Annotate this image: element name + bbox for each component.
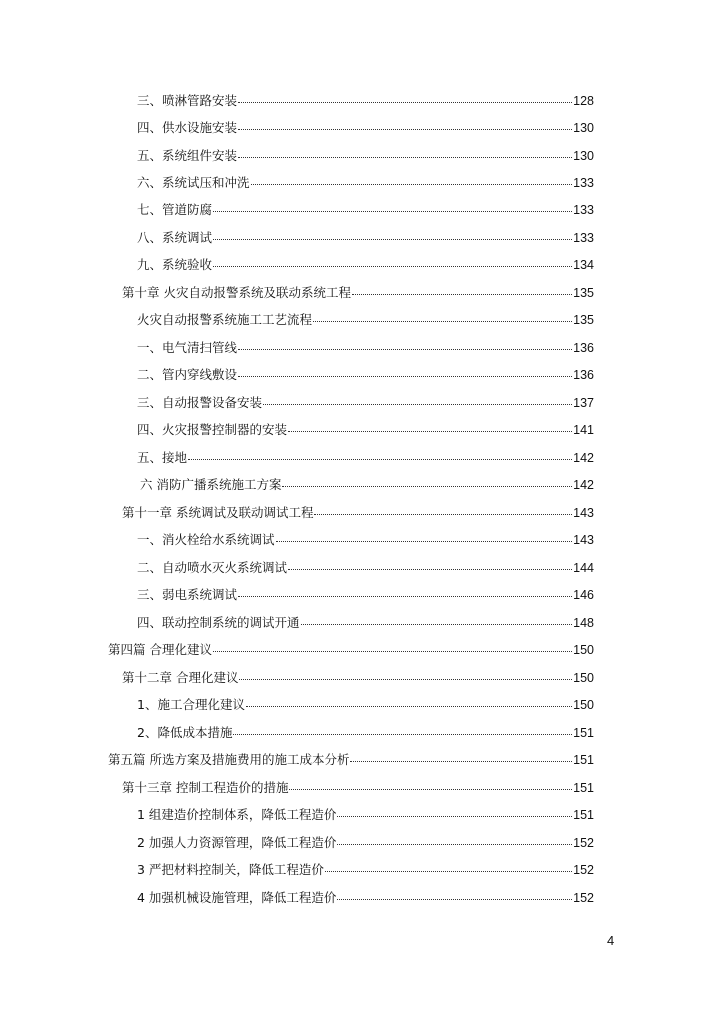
toc-entry-page: 142 [573, 451, 594, 465]
toc-entry[interactable] [137, 338, 594, 358]
toc-entry[interactable] [122, 503, 594, 523]
toc-entry-page: 141 [573, 423, 594, 437]
toc-entry[interactable] [137, 723, 594, 743]
toc-entry-page: 148 [573, 616, 594, 630]
toc-entry[interactable] [122, 668, 594, 688]
toc-entry-page: 137 [573, 396, 594, 410]
toc-entry-label: 4 加强机械设施管理，降低工程造价 [137, 890, 337, 905]
toc-entry-page: 136 [573, 341, 594, 355]
toc-entry-page: 151 [573, 808, 594, 822]
toc-entry-page: 152 [573, 891, 594, 905]
dot-leader [282, 474, 572, 487]
dot-leader [337, 804, 572, 817]
toc-entry-label: 2、降低成本措施 [137, 725, 233, 740]
dot-leader [288, 557, 572, 570]
toc-entry[interactable] [108, 750, 594, 770]
toc-entry[interactable] [137, 420, 594, 440]
dot-leader [213, 639, 572, 652]
toc-entry-page: 134 [573, 258, 594, 272]
dot-leader [213, 227, 572, 240]
dot-leader [276, 529, 573, 542]
toc-entry-page: 151 [573, 753, 594, 767]
dot-leader [352, 282, 572, 295]
toc-entry-page: 136 [573, 368, 594, 382]
toc-entry-page: 144 [573, 561, 594, 575]
dot-leader [263, 392, 572, 405]
toc-entry[interactable] [137, 585, 594, 605]
toc-entry-label: 七、管道防腐 [137, 202, 213, 217]
toc-entry-label: 三、弱电系统调试 [137, 587, 238, 602]
toc-entry-page: 146 [573, 588, 594, 602]
toc-entry-label: 1 组建造价控制体系，降低工程造价 [137, 807, 337, 822]
toc-entry-page: 133 [573, 203, 594, 217]
toc-entry[interactable] [137, 805, 594, 825]
toc-entry[interactable] [137, 146, 594, 166]
toc-entry[interactable] [137, 448, 594, 468]
dot-leader [238, 145, 572, 158]
toc-entry[interactable] [137, 365, 594, 385]
toc-entry[interactable] [137, 91, 594, 111]
toc-entry-page: 151 [573, 726, 594, 740]
toc-entry[interactable] [137, 118, 594, 138]
dot-leader [213, 254, 572, 267]
toc-entry[interactable] [137, 530, 594, 550]
dot-leader [251, 172, 573, 185]
toc-entry[interactable] [137, 310, 594, 330]
toc-entry[interactable] [137, 613, 594, 633]
toc-entry-page: 150 [573, 671, 594, 685]
toc-entry-page: 135 [573, 313, 594, 327]
toc-entry-page: 151 [573, 781, 594, 795]
toc-entry-label: 二、自动喷水灭火系统调试 [137, 560, 288, 575]
dot-leader [246, 694, 572, 707]
dot-leader [238, 90, 572, 103]
toc-entry-label: 第五篇 所选方案及措施费用的施工成本分析 [108, 752, 350, 767]
dot-leader [213, 199, 572, 212]
dot-leader [337, 887, 572, 900]
toc-entry-page: 128 [573, 94, 594, 108]
toc-entry-label: 四、供水设施安装 [137, 120, 238, 135]
toc-entry-page: 130 [573, 121, 594, 135]
dot-leader [314, 502, 572, 515]
toc-entry-label: 火灾自动报警系统施工工艺流程 [137, 312, 313, 327]
toc-entry-page: 152 [573, 836, 594, 850]
dot-leader [325, 859, 572, 872]
toc-entry-label: 四、联动控制系统的调试开通 [137, 615, 300, 630]
dot-leader [238, 584, 572, 597]
toc-entry[interactable] [137, 558, 594, 578]
toc-entry-label: 3 严把材料控制关，降低工程造价 [137, 862, 324, 877]
page-number: 4 [607, 933, 615, 948]
toc-entry[interactable] [137, 228, 594, 248]
dot-leader [238, 364, 572, 377]
toc-entry[interactable] [137, 200, 594, 220]
toc-entry-page: 130 [573, 149, 594, 163]
toc-entry-label: 1、施工合理化建议 [137, 697, 245, 712]
dot-leader [288, 419, 572, 432]
dot-leader [313, 309, 572, 322]
toc-entry[interactable] [108, 640, 594, 660]
toc-entry-page: 152 [573, 863, 594, 877]
dot-leader [350, 749, 572, 762]
toc-entry-page: 150 [573, 698, 594, 712]
toc-entry-label: 五、接地 [137, 450, 188, 465]
toc-entry-label: 第十章 火灾自动报警系统及联动系统工程 [122, 285, 351, 300]
toc-entry-label: 九、系统验收 [137, 257, 213, 272]
toc-entry-label: 四、火灾报警控制器的安装 [137, 422, 288, 437]
toc-entry[interactable] [137, 393, 594, 413]
toc-entry-label: 二、管内穿线敷设 [137, 367, 238, 382]
toc-entry-page: 133 [573, 176, 594, 190]
toc-entry[interactable] [137, 255, 594, 275]
toc-entry-page: 135 [573, 286, 594, 300]
toc-entry-label: 2 加强人力资源管理，降低工程造价 [137, 835, 337, 850]
toc-entry-label: 第十一章 系统调试及联动调试工程 [122, 505, 314, 520]
dot-leader [289, 777, 572, 790]
toc-entry-label: 三、喷淋管路安装 [137, 93, 238, 108]
toc-entry[interactable] [137, 888, 594, 908]
toc-entry[interactable] [137, 860, 594, 880]
toc-entry-page: 150 [573, 643, 594, 657]
toc-entry-label: 第四篇 合理化建议 [108, 642, 212, 657]
toc-entry-page: 142 [573, 478, 594, 492]
toc-entry[interactable] [122, 283, 594, 303]
toc-entry-label: 一、电气清扫管线 [137, 340, 238, 355]
toc-entry-label: 八、系统调试 [137, 230, 213, 245]
toc-entry-label: 六 消防广播系统施工方案 [140, 477, 282, 492]
dot-leader [337, 832, 572, 845]
dot-leader [301, 612, 573, 625]
toc-entry-page: 133 [573, 231, 594, 245]
toc-entry[interactable] [137, 695, 594, 715]
dot-leader [238, 337, 572, 350]
toc-entry-label: 一、消火栓给水系统调试 [137, 532, 275, 547]
dot-leader [233, 722, 572, 735]
toc-entry-page: 143 [573, 506, 594, 520]
toc-entry-label: 第十三章 控制工程造价的措施 [122, 780, 289, 795]
toc-entry-page: 143 [573, 533, 594, 547]
toc-entry-label: 六、系统试压和冲洗 [137, 175, 250, 190]
toc-entry[interactable] [137, 833, 594, 853]
toc-entry-label: 五、系统组件安装 [137, 148, 238, 163]
toc-entry-label: 第十二章 合理化建议 [122, 670, 239, 685]
toc-entry[interactable] [140, 475, 594, 495]
dot-leader [238, 117, 572, 130]
dot-leader [188, 447, 572, 460]
toc-entry-label: 三、自动报警设备安装 [137, 395, 263, 410]
dot-leader [239, 667, 572, 680]
toc-entry[interactable] [122, 778, 594, 798]
toc-entry[interactable] [137, 173, 594, 193]
